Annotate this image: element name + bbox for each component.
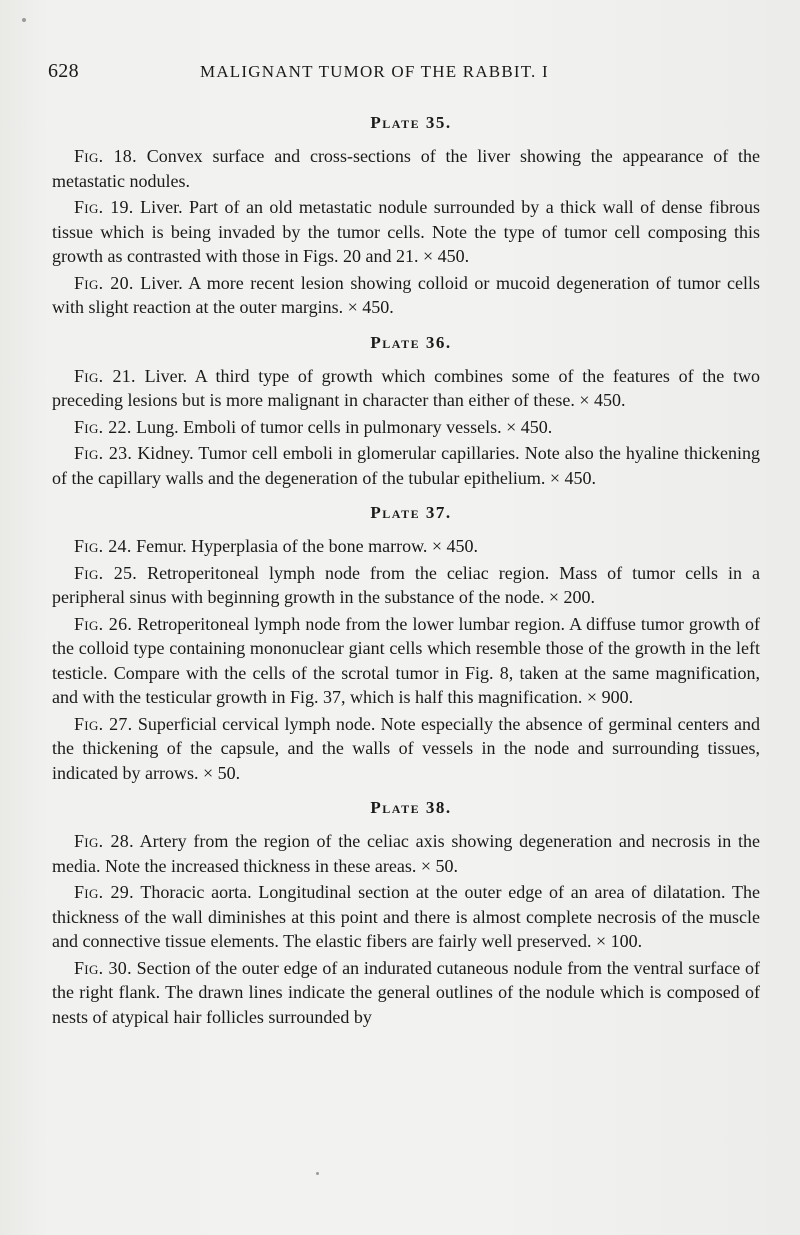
figure-text: Section of the outer edge of an indurated cutaneous nodule from the ventral surface of the right flank. The drawn lines indicate the general outlines of the nodule which is composed of nests of atypical hair follicles surrounded by — [52, 957, 760, 1027]
figure-legend — [52, 829, 760, 878]
plate-legends — [52, 108, 760, 1031]
figure-text: Liver. Part of an old metastatic nodule surrounded by a thick wall of dense fibrous tissue which is being invaded by the tumor cells. Note the type of tumor cell composing this growth as contrasted with those in Figs. 20 and 21. × 450. — [52, 197, 760, 266]
figure-legend — [52, 271, 760, 320]
figure-label: Fig. 19. — [74, 197, 134, 217]
figure-legend — [52, 561, 760, 610]
figure-legend — [52, 441, 760, 490]
paper-speck — [316, 1172, 319, 1175]
figure-legend — [52, 612, 760, 710]
figure-label: Fig. 30. — [74, 957, 132, 978]
plate-heading: Plate 36. — [370, 332, 452, 352]
figure-text: Retroperitoneal lymph node from the celiac region. Mass of tumor cells in a peripheral sinus with beginning growth in the substance of the node. × 200. — [52, 562, 760, 607]
figure-text: Thoracic aorta. Longitudinal section at the outer edge of an area of dilatation. The thickness of the wall diminishes at this point and there is almost complete necrosis of the muscle and connective tissue elements. The elastic fibers are fairly well preserved. × 100. — [52, 882, 760, 951]
figure-legend — [52, 144, 760, 193]
figure-label: Fig. 28. — [74, 831, 134, 851]
plate-heading: Plate 35. — [370, 113, 452, 132]
figure-text: Liver. A third type of growth which combines some of the features of the two preceding lesions but is more malignant in character than either of these. × 450. — [52, 365, 761, 410]
plate-heading: Plate 38. — [370, 798, 452, 817]
figure-legend — [52, 364, 760, 413]
running-title: MALIGNANT TUMOR OF THE RABBIT. I — [200, 62, 549, 81]
figure-text: Lung. Emboli of tumor cells in pulmonary vessels. × 450. — [136, 416, 553, 437]
figure-text: Femur. Hyperplasia of the bone marrow. × 450. — [136, 536, 479, 556]
figure-label: Fig. 29. — [74, 882, 134, 902]
figure-label: Fig. 26. — [74, 613, 133, 634]
figure-label: Fig. 18. — [74, 146, 137, 166]
plate-heading: Plate 37. — [370, 503, 452, 522]
figure-legend — [52, 534, 760, 559]
figure-text: Artery from the region of the celiac axis showing degeneration and necrosis in the media. Note the increased thickness in these areas. × 50. — [52, 831, 760, 876]
figure-label: Fig. 20. — [74, 272, 134, 293]
figure-text: Kidney. Tumor cell emboli in glomerular capillaries. Note also the hyaline thickening of the capillary walls and the degeneration of the tubular epithelium. × 450. — [52, 443, 760, 488]
figure-legend — [52, 712, 760, 786]
figure-text: Convex surface and cross-sections of the liver showing the appearance of the metastatic nodules. — [52, 146, 760, 191]
figure-legend — [52, 415, 760, 440]
figure-text: Superficial cervical lymph node. Note especially the absence of germinal centers and the thickening of the capsule, and the walls of vessels in the node and surrounding tissues, indicated by arrows. × 50. — [52, 713, 760, 783]
figure-label: Fig. 27. — [74, 713, 133, 734]
figure-legend — [52, 956, 760, 1030]
figure-label: Fig. 24. — [74, 536, 132, 556]
page-number: 628 — [48, 60, 79, 82]
figure-label: Fig. 21. — [74, 365, 136, 386]
paper-speck — [22, 18, 26, 22]
page-header — [48, 60, 758, 86]
figure-text: Retroperitoneal lymph node from the lower lumbar region. A diffuse tumor growth of the colloid type containing mononuclear giant cells which resemble those of the growth in the left testicle. Compare with the cells of the scrotal tumor in Fig. 8, taken at the same magnification, and with the testicular growth in Fig. 37, which is half this magnification. × 900. — [52, 613, 760, 707]
figure-legend — [52, 195, 760, 269]
figure-label: Fig. 25. — [74, 562, 138, 583]
figure-label: Fig. 22. — [74, 416, 132, 437]
figure-legend — [52, 880, 760, 954]
figure-label: Fig. 23. — [74, 443, 133, 463]
figure-text: Liver. A more recent lesion showing colloid or mucoid degeneration of tumor cells with slight reaction at the outer margins. × 450. — [52, 272, 761, 317]
